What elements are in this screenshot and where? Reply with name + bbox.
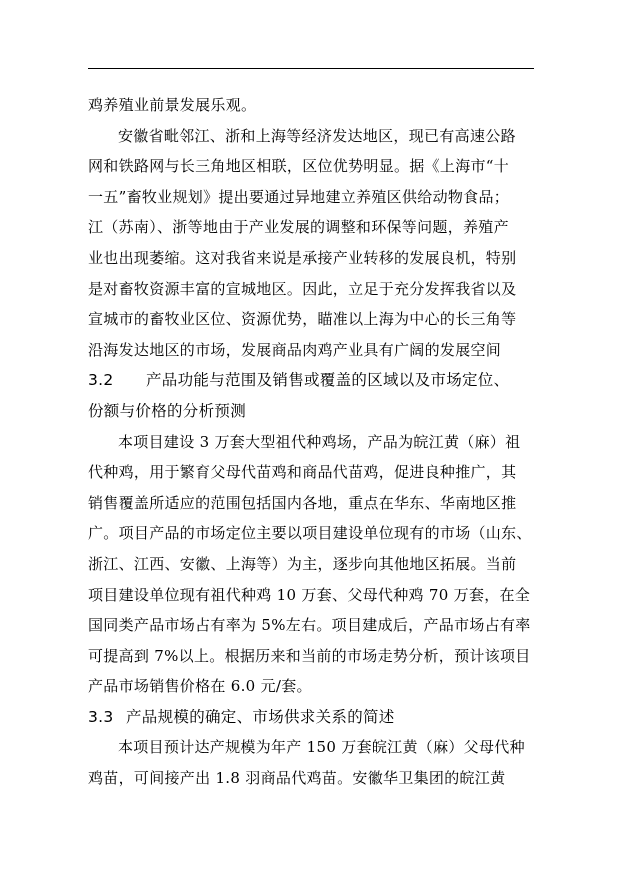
section-title: 产品规模的确定、市场供求关系的简述 [126, 707, 395, 726]
text-line: 沿海发达地区的市场，发展商品肉鸡产业具有广阔的发展空间 [88, 340, 502, 359]
text-line: 宣城市的畜牧业区位、资源优势，瞄准以上海为中心的长三角等 [88, 310, 517, 329]
header-rule [88, 68, 534, 69]
section-number: 3.3 [88, 707, 114, 726]
text-line: 鸡养殖业前景发展乐观。 [88, 96, 257, 114]
text-line: 国同类产品市场占有率为 5%左右。项目建成后，产品市场占有率 [88, 616, 531, 635]
paragraph-first-line: 本项目预计达产规模为年产 150 万套皖江黄（麻）父母代种 [118, 738, 525, 757]
text-line: 一五”畜牧业规划》提出要通过异地建立养殖区供给动物食品； [88, 187, 510, 206]
paragraph-first-line: 本项目建设 3 万套大型祖代种鸡场，产品为皖江黄（麻）祖 [118, 432, 521, 451]
document-body [88, 90, 534, 794]
text-line: 网和铁路网与长三角地区相联，区位优势明显。据《上海市“十 [88, 157, 510, 176]
section-heading-continued: 份额与价格的分析预测 [88, 401, 247, 420]
section-heading-3-2 [88, 365, 534, 396]
text-line: 江（苏南）、浙等地由于产业发展的调整和环保等问题，养殖产 [88, 218, 509, 237]
section-heading-3-3 [88, 702, 534, 733]
section-number: 3.2 [88, 371, 114, 390]
text-line: 广。项目产品的市场定位主要以项目建设单位现有的市场（山东、 [88, 524, 532, 543]
text-line: 可提高到 7%以上。根据历来和当前的市场走势分析，预计该项目 [88, 646, 531, 665]
text-line: 产品市场销售价格在 6.0 元/套。 [88, 677, 312, 696]
section-title: 产品功能与范围及销售或覆盖的区域以及市场定位、 [146, 371, 510, 390]
text-line: 业也出现萎缩。这对我省来说是承接产业转移的发展良机，特别 [88, 248, 517, 267]
text-line: 浙江、江西、安徽、上海等）为主，逐步向其他地区拓展。当前 [88, 554, 517, 573]
text-line: 代种鸡，用于繁育父母代苗鸡和商品代苗鸡，促进良种推广，其 [88, 463, 517, 482]
text-line: 销售覆盖所适应的范围包括国内各地，重点在华东、华南地区推 [88, 493, 517, 512]
paragraph-first-line: 安徽省毗邻江、浙和上海等经济发达地区，现已有高速公路 [118, 126, 516, 145]
text-line: 是对畜牧资源丰富的宣城地区。因此，立足于充分发挥我省以及 [88, 279, 517, 298]
text-line: 鸡苗，可间接产出 1.8 羽商品代鸡苗。安徽华卫集团的皖江黄 [88, 769, 506, 788]
text-line: 项目建设单位现有祖代种鸡 10 万套、父母代种鸡 70 万套，在全 [88, 585, 531, 604]
